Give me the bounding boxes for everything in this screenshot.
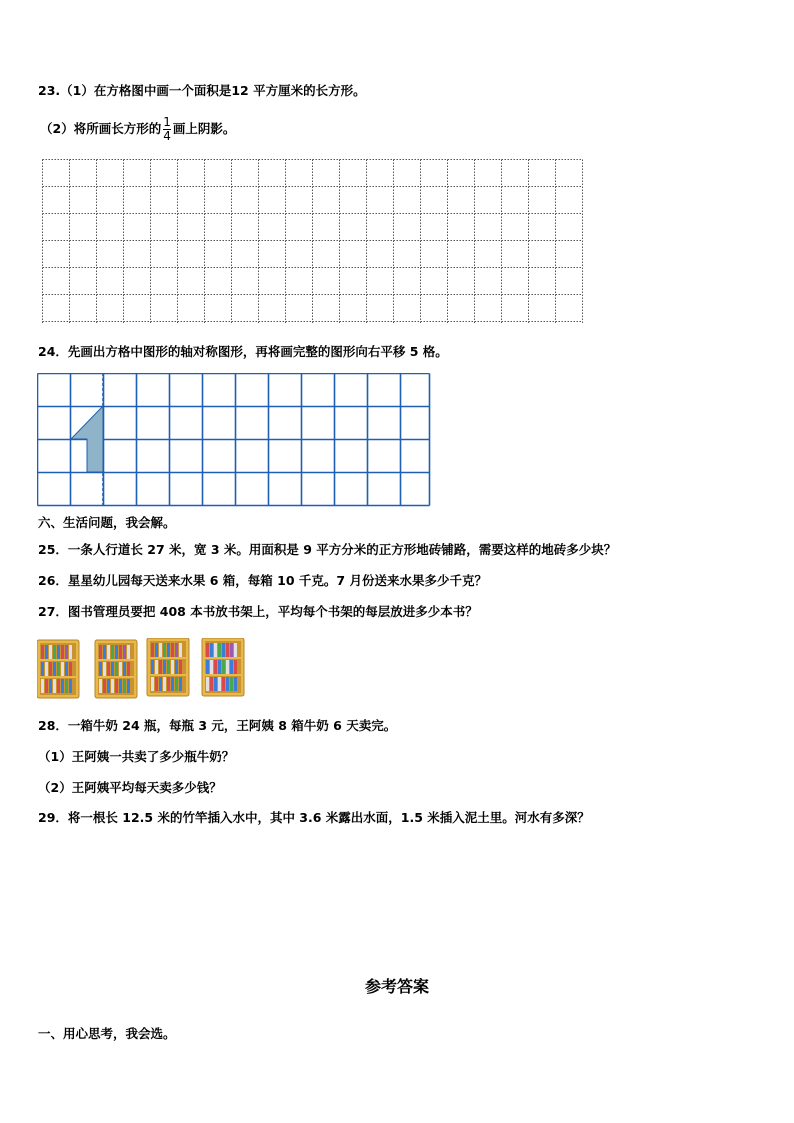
half-figure-shape: [71, 406, 103, 472]
q29-text: 29．将一根长 12.5 米的竹竿插入水中，其中 3.6 米露出水面，1.5 米插入泥土里。河水有多深？: [38, 810, 590, 825]
fraction-denominator: 4: [163, 129, 171, 143]
answer-key-title: 参考答案: [364, 977, 429, 996]
q28-sub1: （1）王阿姨一共卖了多少瓶牛奶？: [38, 749, 235, 764]
fraction-numerator: 1: [163, 115, 171, 129]
q28-text: 28．一箱牛奶 24 瓶，每瓶 3 元，王阿姨 8 箱牛奶 6 天卖完。: [38, 718, 397, 733]
dotted-square-grid: [42, 159, 584, 327]
q23-part1: 23.（1）在方格图中画一个面积是12 平方厘米的长方形。: [38, 83, 366, 98]
q27-text: 27．图书管理员要把 408 本书放书架上，平均每个书架的每层放进多少本书？: [38, 604, 478, 619]
bookshelf-icon: [147, 638, 189, 696]
q26-text: 26．星星幼儿园每天送来水果 6 箱，每箱 10 千克。7 月份送来水果多少千克？: [38, 573, 487, 588]
section-six-heading: 六、生活问题，我会解。: [38, 515, 176, 530]
blue-square-grid: [37, 373, 432, 507]
q25-text: 25．一条人行道长 27 米，宽 3 米。用面积是 9 平方分米的正方形地砖铺路，需要这样的地砖多少块？: [38, 542, 617, 557]
q28-sub2: （2）王阿姨平均每天卖多少钱？: [38, 780, 222, 795]
bookshelf-icon: [37, 640, 79, 698]
fraction-one-quarter: [163, 116, 171, 143]
q23-part2: [40, 116, 235, 143]
q23-part2-post: 画上阴影。: [172, 121, 236, 136]
bookshelf-icon: [202, 638, 244, 696]
bookshelves-illustration: [37, 638, 252, 700]
answer-section-one: 一、用心思考，我会选。: [38, 1026, 176, 1041]
q23-part2-pre: （2）将所画长方形的: [40, 121, 162, 136]
bookshelf-icon: [95, 640, 137, 698]
q24-text: 24．先画出方格中图形的轴对称图形，再将画完整的图形向右平移 5 格。: [38, 344, 448, 359]
